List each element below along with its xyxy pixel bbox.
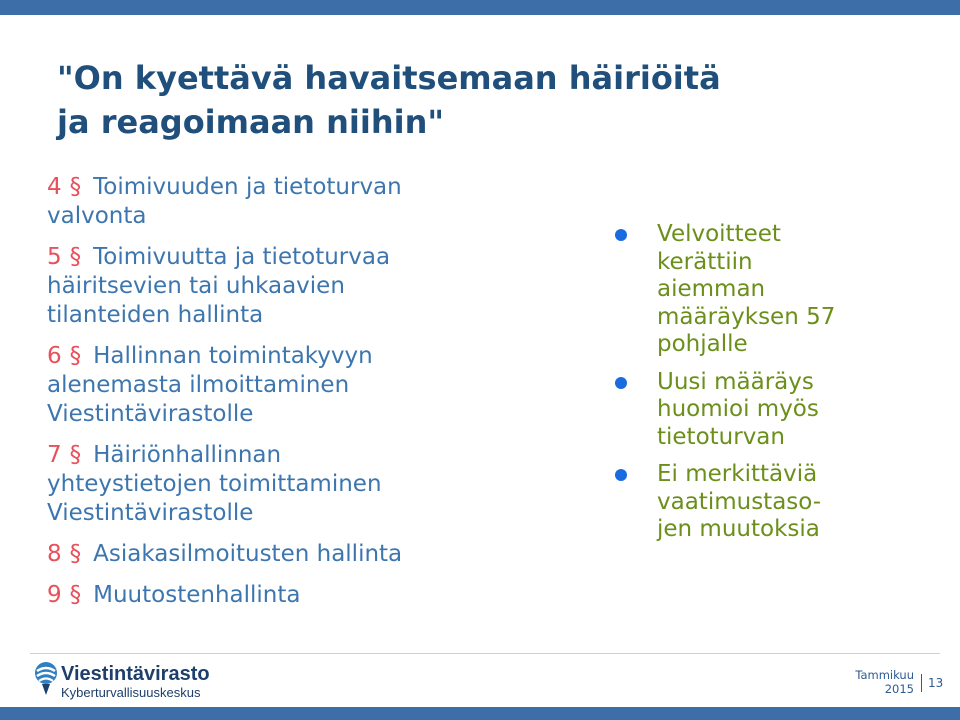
section-sign-icon: §	[69, 244, 82, 270]
bullet-text-line: Ei merkittäviä	[657, 461, 818, 487]
footer-separator	[921, 674, 922, 692]
round-dot-icon	[615, 469, 627, 481]
section-text-line: Toimivuutta ja tietoturvaa	[93, 244, 391, 270]
bullet-text-line: Uusi määräys	[657, 368, 814, 395]
logo-name: Viestintävirasto	[61, 663, 210, 685]
section-item-4	[47, 173, 567, 231]
section-number: 4	[47, 174, 62, 200]
bullet-text-line: kerättiin	[657, 248, 753, 275]
section-sign-icon: §	[69, 541, 82, 567]
regulation-sections-list	[47, 173, 567, 622]
round-dot-icon	[615, 377, 627, 389]
section-item-7	[47, 441, 567, 528]
section-item-5	[47, 243, 567, 330]
notes-bullet-list	[615, 221, 935, 554]
section-number: 9	[47, 582, 62, 608]
section-text-line: Häiriönhallinnan	[93, 442, 282, 468]
date-month: Tammikuu	[855, 668, 914, 682]
bullet-text-line: huomioi myös	[657, 396, 819, 422]
section-number: 8	[47, 541, 62, 567]
bullet-item-1	[615, 221, 935, 359]
bullet-text-line: vaatimustaso-	[657, 488, 822, 515]
section-number: 5	[47, 244, 62, 270]
section-text-line: Asiakasilmoitusten hallinta	[93, 541, 403, 567]
bullet-item-3	[615, 461, 935, 544]
section-text-line: valvonta	[47, 203, 147, 229]
date-year: 2015	[884, 682, 914, 696]
slide-title	[57, 56, 721, 144]
top-accent-bar	[0, 0, 960, 15]
section-text-line: Viestintävirastolle	[47, 401, 254, 427]
bullet-text-line: pohjalle	[657, 331, 748, 357]
section-item-8	[47, 540, 567, 569]
round-dot-icon	[615, 229, 627, 241]
section-item-6	[47, 342, 567, 429]
bullet-text-line: jen muutoksia	[657, 516, 820, 542]
logo-subtitle: Kyberturvallisuuskeskus	[61, 685, 201, 700]
section-number: 7	[47, 442, 62, 468]
bottom-accent-bar	[0, 707, 960, 720]
bullet-text-line: Velvoitteet	[657, 221, 781, 247]
section-item-9	[47, 581, 567, 610]
title-line-1: "On kyettävä havaitsemaan häiriöitä	[57, 59, 721, 97]
section-number: 6	[47, 343, 62, 369]
section-text-line: Viestintävirastolle	[47, 500, 254, 526]
title-line-2: ja reagoimaan niihin"	[57, 103, 445, 141]
section-sign-icon: §	[69, 343, 82, 369]
section-text-line: Muutostenhallinta	[93, 582, 301, 608]
bullet-text-line: määräyksen 57	[657, 303, 836, 330]
section-sign-icon: §	[69, 174, 82, 200]
section-text-line: yhteystietojen toimittaminen	[47, 471, 382, 497]
bullet-text-line: aiemman	[657, 276, 766, 302]
section-sign-icon: §	[69, 582, 82, 608]
slide-date	[830, 668, 914, 696]
page-number: 13	[928, 676, 944, 690]
viestintavirasto-logo-icon	[33, 661, 59, 697]
section-text-line: häiritsevien tai uhkaavien	[47, 273, 345, 299]
section-sign-icon: §	[69, 442, 82, 468]
bullet-text-line: tietoturvan	[657, 423, 785, 450]
footer-divider	[30, 653, 940, 654]
section-text-line: tilanteiden hallinta	[47, 302, 264, 328]
section-text-line: Toimivuuden ja tietoturvan	[93, 174, 402, 200]
bullet-item-2	[615, 369, 935, 452]
section-text-line: alenemasta ilmoittaminen	[47, 372, 350, 398]
section-text-line: Hallinnan toimintakyvyn	[93, 343, 373, 369]
viestintavirasto-logo	[33, 661, 243, 701]
